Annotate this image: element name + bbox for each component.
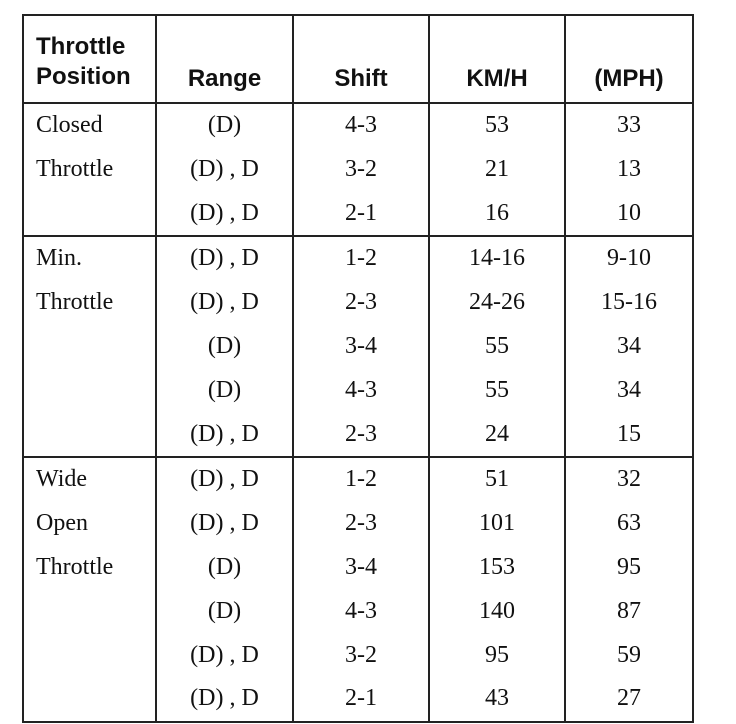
kmh-cell: 16	[429, 192, 565, 237]
kmh-cell: 24	[429, 413, 565, 458]
throttle-position-cell	[23, 677, 156, 722]
mph-cell: 32	[565, 457, 693, 502]
kmh-cell: 55	[429, 369, 565, 413]
table-row	[23, 590, 693, 634]
table-row	[23, 369, 693, 413]
range-cell: (D)	[156, 325, 293, 369]
kmh-cell: 43	[429, 677, 565, 722]
header-throttle-line1: Throttle	[36, 33, 126, 60]
table-row	[23, 546, 693, 590]
range-cell: (D)	[156, 369, 293, 413]
throttle-position-cell	[23, 325, 156, 369]
mph-cell: 95	[565, 546, 693, 590]
table-row	[23, 236, 693, 281]
throttle-position-cell: Open	[23, 502, 156, 546]
table-row	[23, 103, 693, 148]
shift-cell: 2-1	[293, 677, 429, 722]
shift-cell: 2-1	[293, 192, 429, 237]
kmh-cell: 55	[429, 325, 565, 369]
throttle-position-cell	[23, 413, 156, 458]
table-row	[23, 634, 693, 678]
range-cell: (D) , D	[156, 192, 293, 237]
header-shift: Shift	[293, 15, 429, 103]
kmh-cell: 14-16	[429, 236, 565, 281]
table-row	[23, 677, 693, 722]
mph-cell: 33	[565, 103, 693, 148]
kmh-cell: 51	[429, 457, 565, 502]
range-cell: (D)	[156, 103, 293, 148]
mph-cell: 9-10	[565, 236, 693, 281]
throttle-position-cell: Wide	[23, 457, 156, 502]
range-cell: (D)	[156, 590, 293, 634]
throttle-position-cell: Throttle	[23, 281, 156, 325]
throttle-position-cell: Throttle	[23, 546, 156, 590]
throttle-position-cell	[23, 590, 156, 634]
kmh-cell: 140	[429, 590, 565, 634]
range-cell: (D) , D	[156, 457, 293, 502]
range-cell: (D) , D	[156, 677, 293, 722]
throttle-position-cell	[23, 192, 156, 237]
kmh-cell: 101	[429, 502, 565, 546]
mph-cell: 59	[565, 634, 693, 678]
table-row	[23, 413, 693, 458]
shift-speed-table	[22, 14, 694, 723]
throttle-position-cell	[23, 634, 156, 678]
mph-cell: 15-16	[565, 281, 693, 325]
mph-cell: 87	[565, 590, 693, 634]
header-throttle-position	[23, 15, 156, 103]
shift-cell: 3-2	[293, 634, 429, 678]
shift-cell: 4-3	[293, 590, 429, 634]
range-cell: (D) , D	[156, 413, 293, 458]
range-cell: (D) , D	[156, 281, 293, 325]
shift-cell: 2-3	[293, 281, 429, 325]
kmh-cell: 53	[429, 103, 565, 148]
range-cell: (D) , D	[156, 634, 293, 678]
header-throttle-line2: Position	[36, 63, 131, 90]
shift-cell: 1-2	[293, 457, 429, 502]
shift-cell: 3-4	[293, 546, 429, 590]
range-cell: (D) , D	[156, 502, 293, 546]
shift-cell: 2-3	[293, 413, 429, 458]
mph-cell: 63	[565, 502, 693, 546]
throttle-position-cell: Throttle	[23, 148, 156, 192]
mph-cell: 27	[565, 677, 693, 722]
kmh-cell: 21	[429, 148, 565, 192]
table-row	[23, 192, 693, 237]
table-row	[23, 281, 693, 325]
kmh-cell: 95	[429, 634, 565, 678]
throttle-position-cell: Closed	[23, 103, 156, 148]
mph-cell: 34	[565, 325, 693, 369]
mph-cell: 10	[565, 192, 693, 237]
mph-cell: 34	[565, 369, 693, 413]
table-row	[23, 457, 693, 502]
throttle-position-cell	[23, 369, 156, 413]
shift-cell: 3-2	[293, 148, 429, 192]
range-cell: (D) , D	[156, 236, 293, 281]
shift-cell: 1-2	[293, 236, 429, 281]
shift-cell: 4-3	[293, 369, 429, 413]
header-row	[23, 15, 693, 103]
kmh-cell: 24-26	[429, 281, 565, 325]
table-row	[23, 325, 693, 369]
throttle-position-cell: Min.	[23, 236, 156, 281]
shift-cell: 4-3	[293, 103, 429, 148]
mph-cell: 15	[565, 413, 693, 458]
mph-cell: 13	[565, 148, 693, 192]
shift-cell: 2-3	[293, 502, 429, 546]
table-row	[23, 148, 693, 192]
range-cell: (D) , D	[156, 148, 293, 192]
header-kmh: KM/H	[429, 15, 565, 103]
range-cell: (D)	[156, 546, 293, 590]
table-row	[23, 502, 693, 546]
header-mph: (MPH)	[565, 15, 693, 103]
kmh-cell: 153	[429, 546, 565, 590]
header-range: Range	[156, 15, 293, 103]
shift-cell: 3-4	[293, 325, 429, 369]
